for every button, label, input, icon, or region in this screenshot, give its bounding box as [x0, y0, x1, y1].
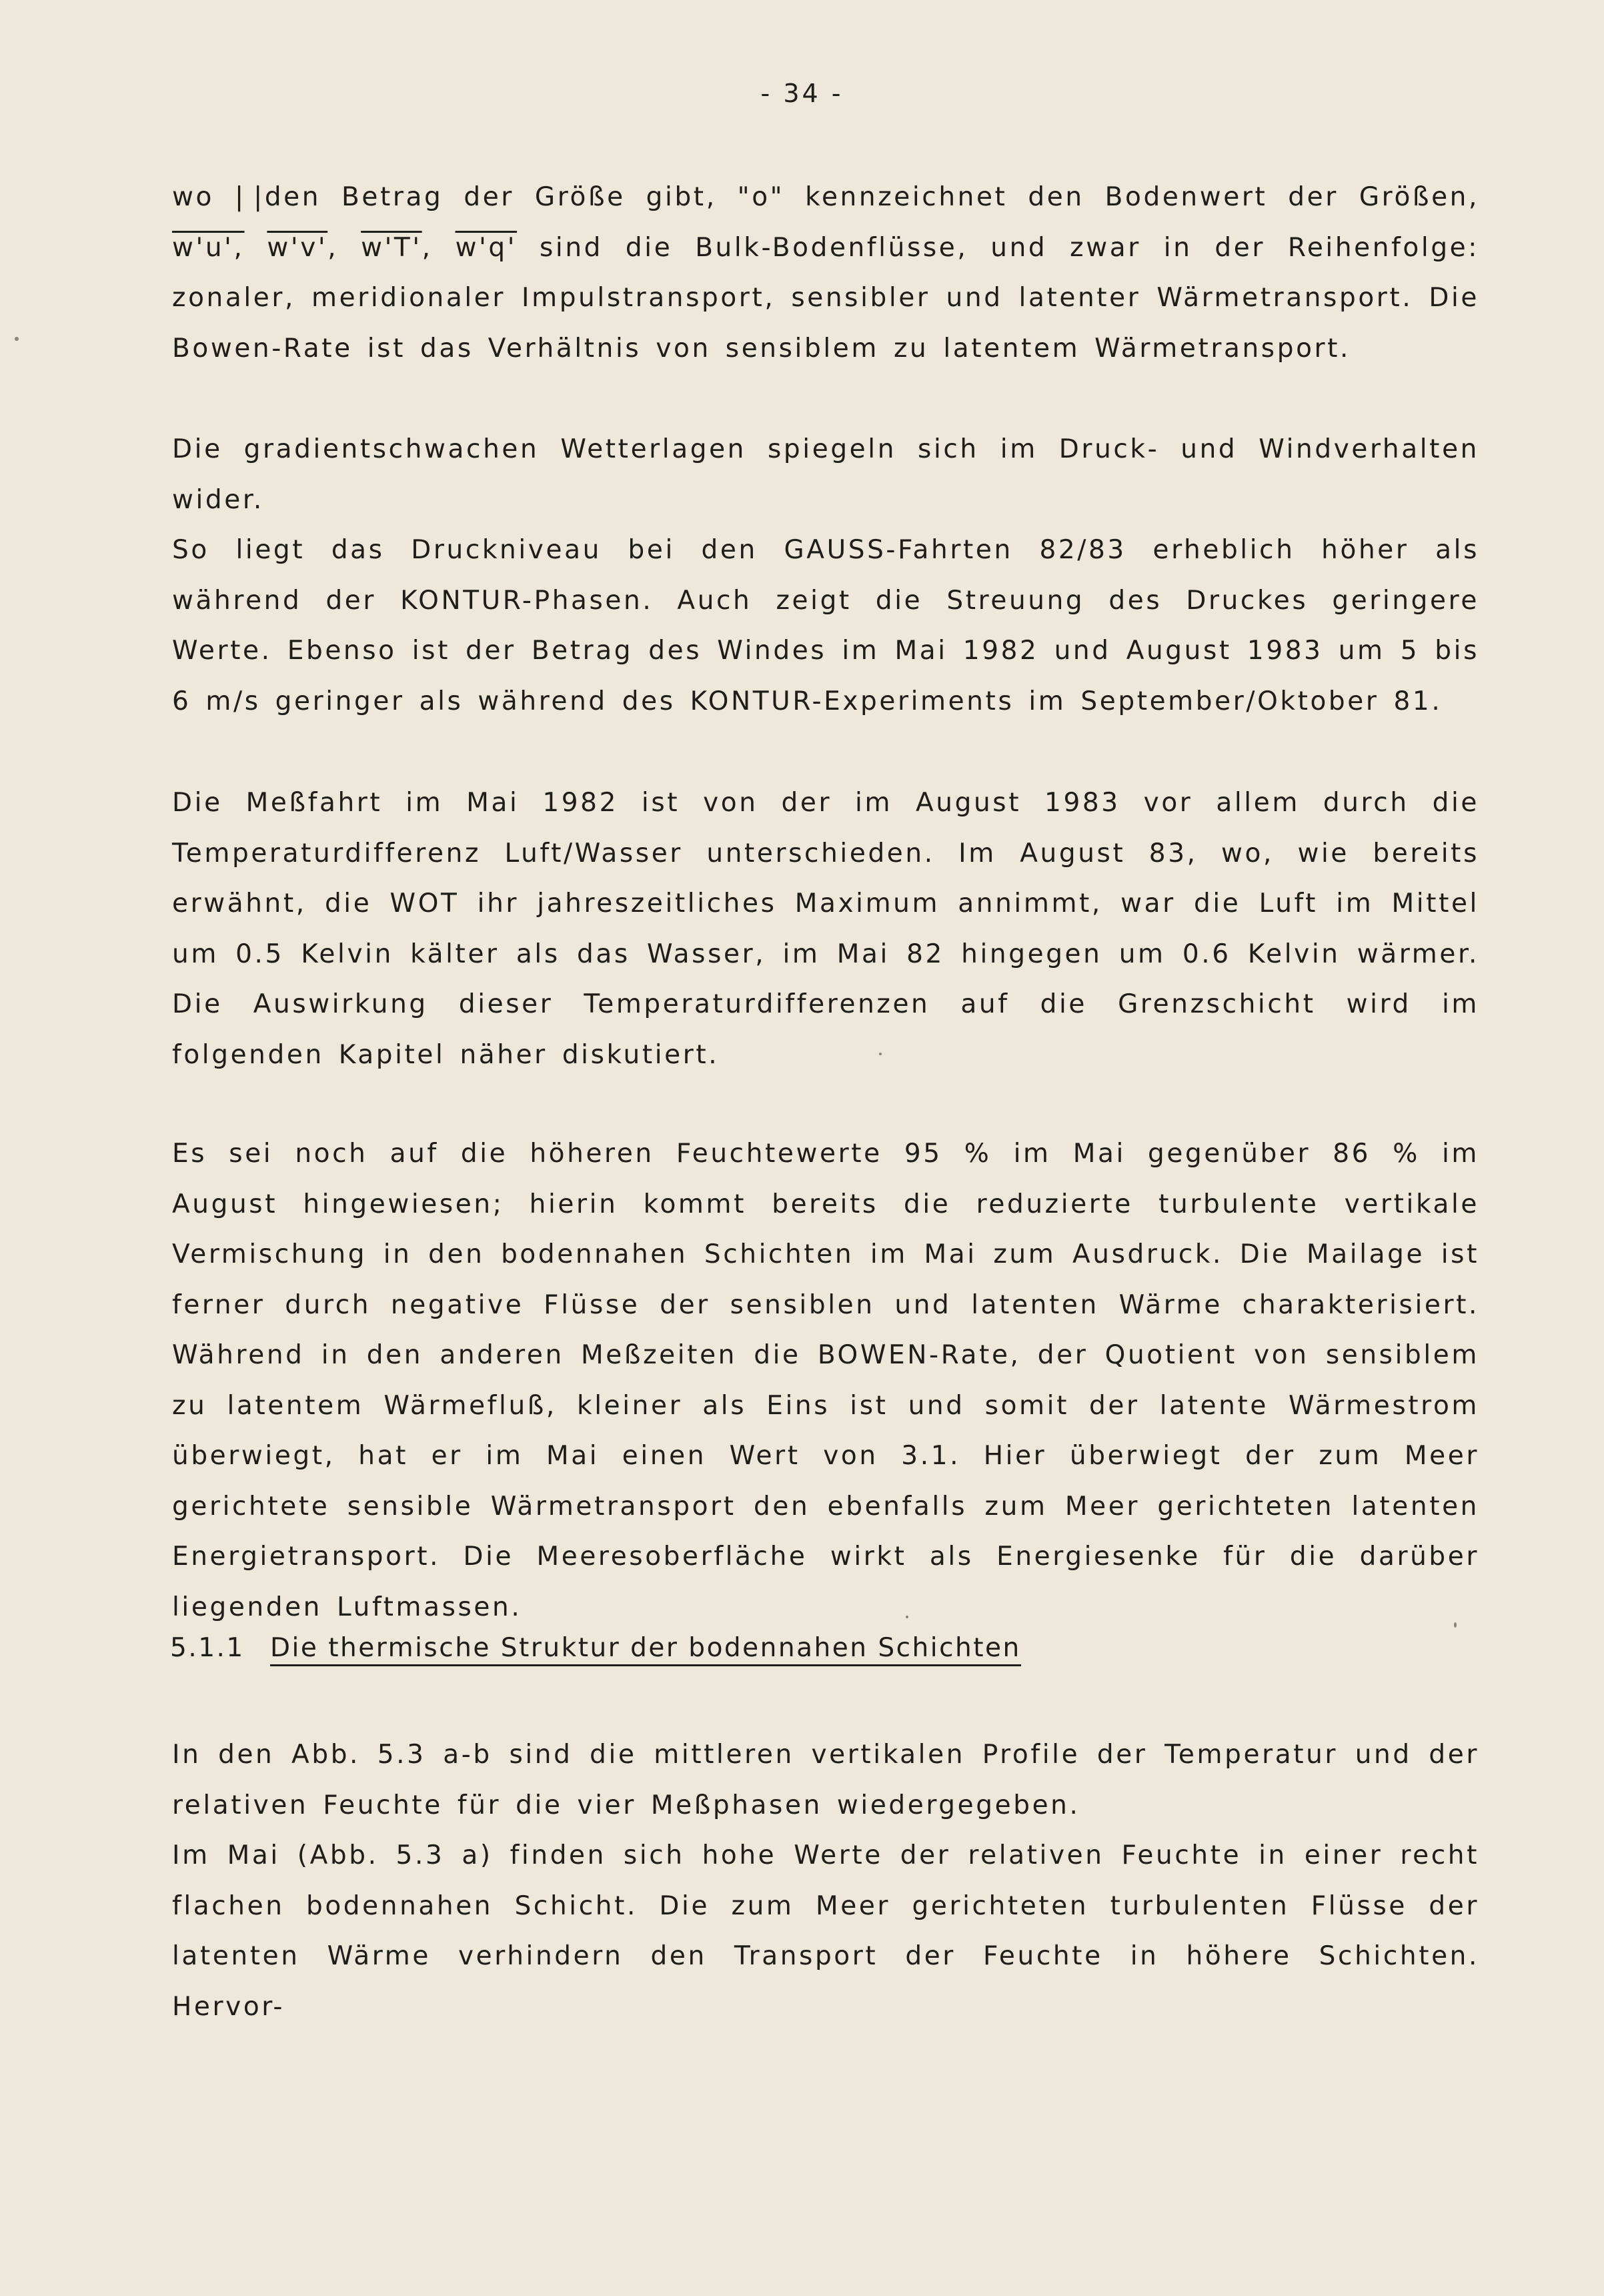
paragraph-vertical-profiles: [172, 1730, 1479, 2032]
text-run: ,: [327, 232, 339, 263]
absolute-value-bars: | |: [234, 182, 265, 212]
paragraph-line: So liegt das Druckniveau bei den GAUSS-Fahrten 82/83 erheblich höher als während der KONTUR-Phasen. Auch zeigt die Streuung des Druckes geringere Werte. Ebenso ist der Betrag des Windes im Mai 1982 und August 1983 um 5 bis 6 m/s geringer als während des KONTUR-Experiments im September/Oktober 81.: [172, 535, 1479, 716]
paragraph-temperature-difference: [172, 778, 1479, 1080]
text-run: wo: [172, 182, 214, 212]
paragraph-humidity-fluxes: [172, 1129, 1479, 1632]
flux-symbol-wu: w'u',: [172, 232, 245, 263]
section-heading: [170, 1633, 1021, 1663]
paragraph-line: Im Mai (Abb. 5.3 a) finden sich hohe Werte der relativen Feuchte in einer recht flachen bodennahen Schicht. Die zum Meer gerichteten turbulenten Flüsse der latenten Wärme verhindern den Transport der Feuchte in höhere Schichten. Hervor-: [172, 1840, 1479, 2022]
paragraph-line: Die gradientschwachen Wetterlagen spiegeln sich im Druck- und Windverhalten wider.: [172, 434, 1479, 515]
paragraph-variable-definitions: [172, 172, 1479, 374]
text-run: ,: [422, 232, 433, 263]
paragraph-line: In den Abb. 5.3 a-b sind die mittleren vertikalen Profile der Temperatur und der relativen Feuchte für die vier Meßphasen wiedergegeben.: [172, 1740, 1479, 1820]
text-run: sind die Bulk-Bodenflüsse, und zwar in der Reihenfolge: zonaler, meridionaler Impulstransport, sensibler und latenter Wärmetransport. Die Bowen-Rate ist das Verhältnis von sensiblem zu latentem Wärmetransport.: [172, 232, 1480, 364]
paragraph-text: Die Meßfahrt im Mai 1982 ist von der im August 1983 vor allem durch die Temperaturdifferenz Luft/Wasser unterschieden. Im August 83, wo, wie bereits erwähnt, die WOT ihr jahreszeitliches Maximum annimmt, war die Luft im Mittel um 0.5 Kelvin kälter als das Wasser, im Mai 82 hingegen um 0.6 Kelvin wärmer. Die Auswirkung dieser Temperaturdifferenzen auf die Grenzschicht wird im folgenden Kapitel näher diskutiert.: [172, 788, 1479, 1070]
scan-speck: [15, 337, 19, 341]
paragraph-text: Es sei noch auf die höheren Feuchtewerte 95 % im Mai gegenüber 86 % im August hingewiesen; hierin kommt bereits die reduzierte turbulente vertikale Vermischung in den bodennahen Schichten im Mai zum Ausdruck. Die Mailage ist ferner durch negative Flüsse der sensiblen und latenten Wärme charakterisiert. Während in den anderen Meßzeiten die BOWEN-Rate, der Quotient von sensiblem zu latentem Wärmefluß, kleiner als Eins ist und somit der latente Wärmestrom überwiegt, hat er im Mai einen Wert von 3.1. Hier überwiegt der zum Meer gerichtete sensible Wärmetransport den ebenfalls zum Meer gerichteten latenten Energietransport. Die Meeresoberfläche wirkt als Energiesenke für die darüber liegenden Luftmassen.: [172, 1139, 1479, 1622]
scan-speck: [906, 1616, 908, 1618]
page-number: - 34 -: [760, 79, 844, 108]
section-number: 5.1.1: [170, 1633, 245, 1663]
text-run: den Betrag der Größe gibt, "o" kennzeichnet den Bodenwert der Größen,: [264, 182, 1479, 212]
flux-symbol-wq: w'q': [455, 232, 518, 263]
section-title: Die thermische Struktur der bodennahen Schichten: [270, 1633, 1021, 1666]
flux-symbol-wv: w'v': [267, 232, 328, 263]
scan-speck: [879, 1053, 882, 1055]
flux-symbol-wt: w'T': [361, 232, 422, 263]
scan-speck: [1454, 1622, 1457, 1628]
paragraph-pressure-wind: [172, 424, 1479, 726]
